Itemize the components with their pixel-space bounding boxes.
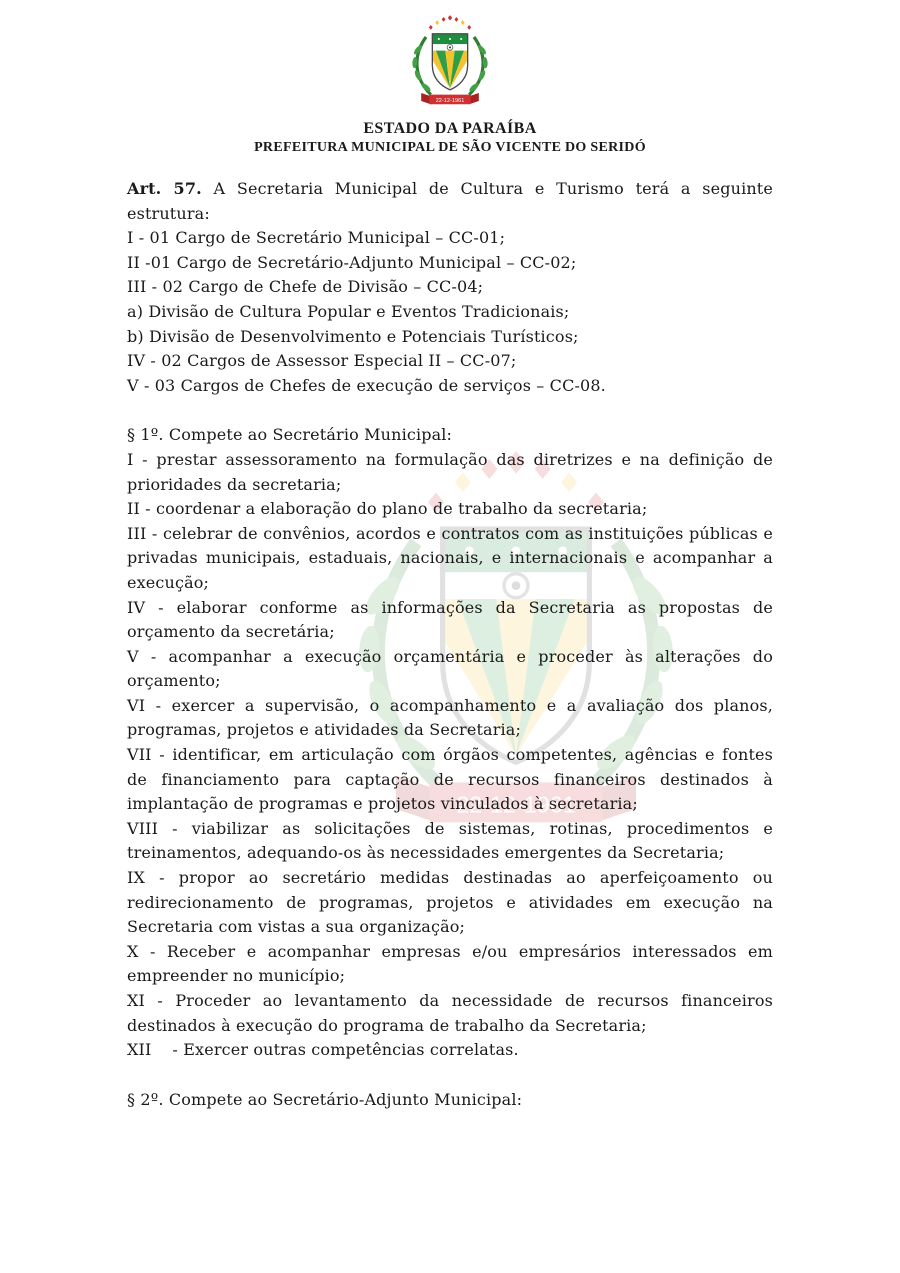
article-text: A Secretaria Municipal de Cultura e Turismo terá a seguinte estrutura: xyxy=(127,179,773,223)
structure-item: V - 03 Cargos de Chefes de execução de serviços – CC-08. xyxy=(127,375,606,395)
competency-item: XI - Proceder ao levantamento da necessidade de recursos financeiros destinados à execução do programa de trabalho da Secretaria; xyxy=(127,991,773,1035)
section-gap xyxy=(127,1063,773,1088)
structure-item: III - 02 Cargo de Chefe de Divisão – CC-04; xyxy=(127,277,484,297)
competency-item: III - celebrar de convênios, acordos e contratos com as instituições públicas e privadas municipais, estaduais, nacionais, e internacionais e acompanhar a execução; xyxy=(127,523,773,592)
article-paragraph xyxy=(127,177,773,226)
competency-item: V - acompanhar a execução orçamentária e proceder às alterações do orçamento; xyxy=(127,646,773,691)
competency-item: VIII - viabilizar as solicitações de sistemas, rotinas, procedimentos e treinamentos, adequando-os às necessidades emergentes da Secretaria; xyxy=(127,818,773,863)
competency-item: X - Receber e acompanhar empresas e/ou empresários interessados em empreender no município; xyxy=(127,941,773,986)
paragraph1-heading: § 1º. Compete ao Secretário Municipal: xyxy=(127,425,453,445)
competency-item: II - coordenar a elaboração do plano de trabalho da secretaria; xyxy=(127,499,648,519)
competency-item: IX - propor ao secretário medidas destinadas ao aperfeiçoamento ou redirecionamento de programas, projetos e atividades em execução na Secretaria com vistas a sua organização; xyxy=(127,868,773,937)
competency-item: XII - Exercer outras competências correlatas. xyxy=(127,1040,519,1060)
letterhead-municipality: PREFEITURA MUNICIPAL DE SÃO VICENTE DO SERIDÓ xyxy=(254,140,646,155)
letterhead xyxy=(0,0,900,156)
competency-item: I - prestar assessoramento na formulação das diretrizes e na definição de prioridades da secretaria; xyxy=(127,449,773,494)
coat-of-arms-icon xyxy=(400,13,500,117)
structure-item: I - 01 Cargo de Secretário Municipal – CC-01; xyxy=(127,228,506,248)
structure-item: b) Divisão de Desenvolvimento e Potenciais Turísticos; xyxy=(127,326,579,346)
article-number: Art. 57. xyxy=(127,179,202,198)
section-gap xyxy=(127,398,773,423)
letterhead-state: ESTADO DA PARAÍBA xyxy=(363,120,537,137)
document-body xyxy=(127,177,773,1112)
competency-item: VI - exercer a supervisão, o acompanhamento e a avaliação dos planos, programas, projetos e atividades da Secretaria; xyxy=(127,695,773,740)
structure-item: IV - 02 Cargos de Assessor Especial II – CC-07; xyxy=(127,351,517,371)
competency-item: IV - elaborar conforme as informações da Secretaria as propostas de orçamento da secretária; xyxy=(127,597,773,642)
competency-item: VII - identificar, em articulação com órgãos competentes, agências e fontes de financiamento para captação de recursos financeiros destinados à implantação de programas e projetos vinculados à secretaria; xyxy=(127,745,773,814)
structure-item: a) Divisão de Cultura Popular e Eventos Tradicionais; xyxy=(127,301,570,321)
paragraph2-heading: § 2º. Compete ao Secretário-Adjunto Municipal: xyxy=(127,1089,523,1109)
structure-item: II -01 Cargo de Secretário-Adjunto Municipal – CC-02; xyxy=(127,252,577,272)
